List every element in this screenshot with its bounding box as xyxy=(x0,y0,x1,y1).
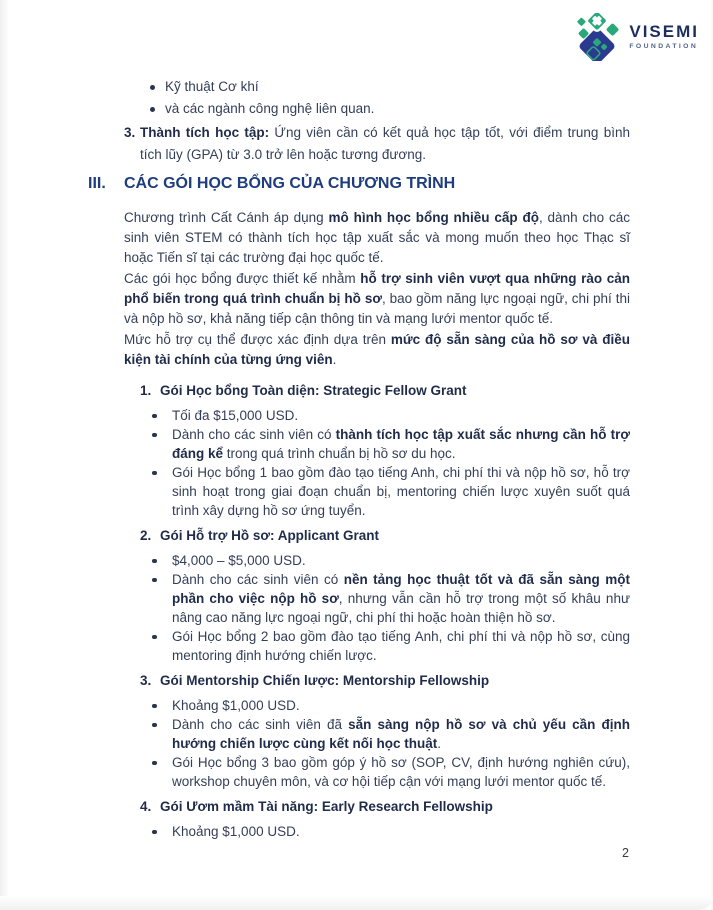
bullet-text: Dành cho các sinh viên có thành tích học tập xuất sắc nhưng cần hỗ trợ đáng kể trong quá trình chuẩn bị hồ sơ du học. xyxy=(172,427,631,461)
package-1 xyxy=(124,380,630,520)
section-title: CÁC GÓI HỌC BỔNG CỦA CHƯƠNG TRÌNH xyxy=(124,175,456,192)
list-item xyxy=(124,76,630,98)
bullet-text: Kỹ thuật Cơ khí xyxy=(165,79,259,94)
logo-text xyxy=(629,23,699,52)
bullet-text: Tối đa $15,000 USD. xyxy=(172,408,299,423)
bullet-text: Khoảng $1,000 USD. xyxy=(172,698,300,713)
list-item xyxy=(124,98,630,120)
scholarship-packages xyxy=(124,380,630,841)
bullet-dot-icon xyxy=(152,635,157,640)
list-item xyxy=(124,753,630,791)
section-heading xyxy=(88,172,630,196)
bullet-dot-icon xyxy=(152,761,157,766)
package-number: 1. xyxy=(140,383,152,398)
paragraph: Mức hỗ trợ cụ thể được xác định dựa trên mức độ sẵn sàng của hồ sơ và điều kiện tài chính của từng ứng viên. xyxy=(124,332,630,367)
bullet-dot-icon xyxy=(150,85,155,90)
paragraph: Các gói học bổng được thiết kế nhằm hỗ trợ sinh viên vượt qua những rào cản phổ biến trong quá trình chuẩn bị hồ sơ, bao gồm năng lực ngoại ngữ, chi phí thi và nộp hồ sơ, khả năng tiếp cận thông tin và mạng lưới mentor quốc tế. xyxy=(124,271,630,326)
bullet-text: và các ngành công nghệ liên quan. xyxy=(165,101,375,116)
package-bullet-list xyxy=(124,696,630,791)
item-number: 3. xyxy=(124,125,136,140)
package-title: Gói Ươm mầm Tài năng: Early Research Fellowship xyxy=(160,799,493,814)
list-item xyxy=(124,696,630,715)
bullet-text: Dành cho các sinh viên có nền tảng học thuật tốt và đã sẵn sàng một phần cho việc nộp hồ sơ, nhưng vẫn cần hỗ trợ trong một số khâu như nâng cao năng lực ngoại ngữ, chi phí thi hoặc hoàn thiện hồ sơ. xyxy=(172,572,630,625)
list-item xyxy=(124,822,630,841)
bullet-dot-icon xyxy=(152,704,157,709)
package-heading xyxy=(124,380,630,401)
package-bullet-list xyxy=(124,551,630,665)
bullet-dot-icon xyxy=(152,471,157,476)
package-number: 2. xyxy=(140,528,152,543)
criteria-item-3 xyxy=(124,122,630,166)
list-item xyxy=(124,425,630,463)
bullet-dot-icon xyxy=(152,414,157,419)
package-2 xyxy=(124,525,630,665)
bullet-text: $4,000 – $5,000 USD. xyxy=(172,553,306,568)
logo-name: VISEMI xyxy=(629,21,699,41)
list-item xyxy=(124,551,630,570)
bullet-dot-icon xyxy=(152,723,157,728)
package-title: Gói Học bổng Toàn diện: Strategic Fellow Grant xyxy=(160,383,467,398)
package-bullet-list xyxy=(124,406,630,520)
bullet-dot-icon xyxy=(152,830,157,835)
list-item xyxy=(124,463,630,520)
list-item xyxy=(124,406,630,425)
logo-subtitle: FOUNDATION xyxy=(629,42,699,50)
package-4 xyxy=(124,796,630,841)
package-number: 3. xyxy=(140,673,152,688)
bullet-dot-icon xyxy=(152,433,157,438)
bullet-text: Gói Học bổng 2 bao gồm đào tạo tiếng Anh, chi phí thi và nộp hồ sơ, cùng mentoring định hướng chiến lược. xyxy=(172,629,630,663)
bullet-text: Khoảng $1,000 USD. xyxy=(172,824,300,839)
bullet-text: Dành cho các sinh viên đã sẵn sàng nộp hồ sơ và chủ yếu cần định hướng chiến lược cùng kết nối học thuật. xyxy=(172,717,630,751)
intro-bullet-list xyxy=(124,76,630,120)
package-heading xyxy=(124,525,630,546)
package-3 xyxy=(124,670,630,791)
package-heading xyxy=(124,796,630,817)
list-item xyxy=(124,570,630,627)
list-item xyxy=(124,627,630,665)
package-title: Gói Mentorship Chiến lược: Mentorship Fellowship xyxy=(160,673,490,688)
document-content xyxy=(88,0,631,846)
bullet-text: Gói Học bổng 1 bao gồm đào tạo tiếng Anh, chi phí thi và nộp hồ sơ, hỗ trợ sinh hoạt trong giai đoạn chuẩn bị, mentoring chiến lược xuyên suốt quá trình xây dựng hồ sơ ứng tuyển. xyxy=(172,465,630,518)
package-heading xyxy=(124,670,630,691)
bullet-dot-icon xyxy=(150,107,155,112)
bullet-dot-icon xyxy=(152,559,157,564)
list-item xyxy=(124,715,630,753)
bullet-text: Gói Học bổng 3 bao gồm góp ý hồ sơ (SOP, CV, định hướng nghiên cứu), workshop chuyên môn, và cơ hội tiếp cận với mạng lưới mentor quốc tế. xyxy=(172,755,630,789)
bullet-dot-icon xyxy=(152,578,157,583)
package-title: Gói Hỗ trợ Hồ sơ: Applicant Grant xyxy=(160,528,379,543)
package-number: 4. xyxy=(140,799,152,814)
page-number: 2 xyxy=(622,846,629,860)
item-text: Thành tích học tập: Ứng viên cần có kết quả học tập tốt, với điểm trung bình tích lũy (GPA) từ 3.0 trở lên hoặc tương đương. xyxy=(140,125,631,162)
page-edge-left xyxy=(0,0,9,910)
page-edge-bottom xyxy=(0,896,713,910)
paragraph: Chương trình Cất Cánh áp dụng mô hình học bổng nhiều cấp độ, dành cho các sinh viên STEM có thành tích học tập xuất sắc và mong muốn theo học Thạc sĩ hoặc Tiến sĩ tại các trường đại học quốc tế. xyxy=(124,210,631,265)
package-bullet-list xyxy=(124,822,630,841)
section-number: III. xyxy=(88,175,106,192)
